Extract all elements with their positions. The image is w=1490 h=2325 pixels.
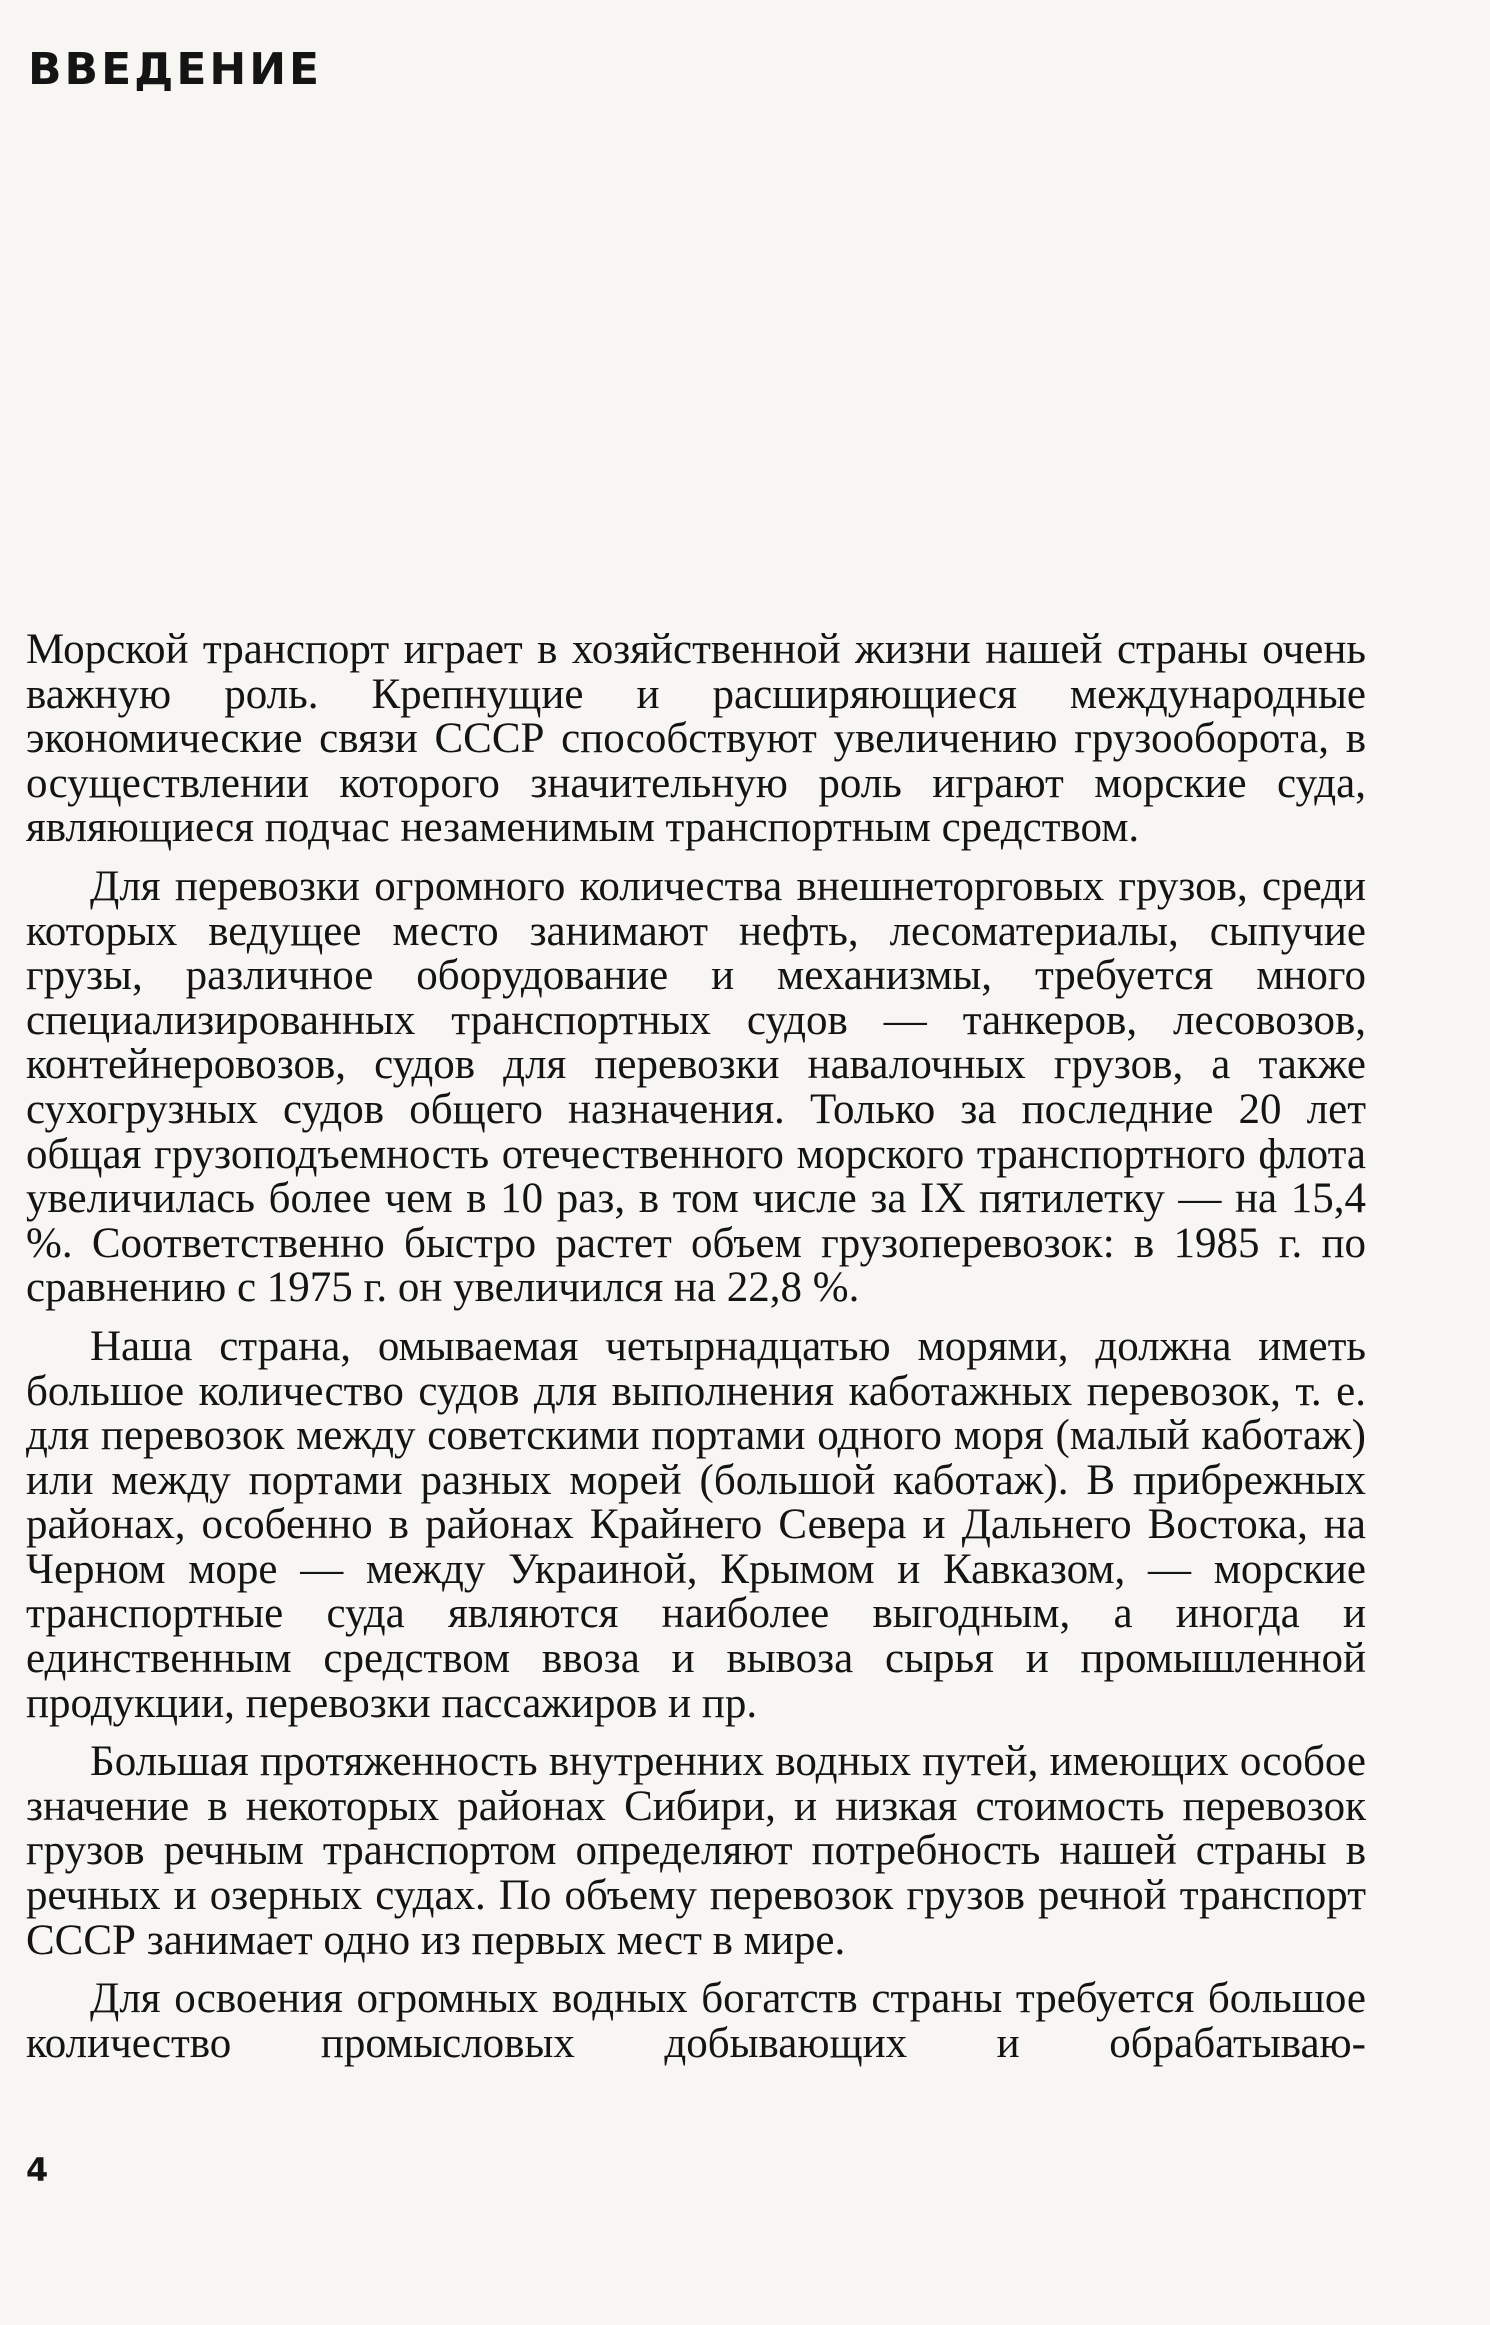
page-number: 4 bbox=[26, 2151, 49, 2189]
paragraph-2: Для перевозки огромного количества внешнеторговых грузов, среди которых ведущее место занимают нефть, лесоматериалы, сыпучие грузы, различное оборудование и механизмы, требуется много специализированных транспортных судов — танкеров, лесовозов, контейнеровозов, судов для перевозки навалочных грузов, а также сухогрузных судов общего назначения. Только за последние 20 лет общая грузоподъемность отечественного морского транспортного флота увеличилась более чем в 10 раз, в том числе за IX пятилетку — на 15,4 %. Соответственно быстро растет объем грузоперевозок: в 1985 г. по сравнению с 1975 г. он увеличился на 22,8 %. bbox=[26, 862, 1366, 1312]
paragraph-1: Морской транспорт играет в хозяйственной жизни нашей страны очень важную роль. Крепнущие и расширяющиеся международные экономические связи СССР способствуют увеличению грузооборота, в осуществлении которого значительную роль играют морские суда, являющиеся подчас незаменимым транспортным средством. bbox=[26, 626, 1366, 852]
paragraph-3: Наша страна, омываемая четырнадцатью морями, должна иметь большое количество судов для выполнения каботажных перевозок, т. е. для перевозок между советскими портами одного моря (малый каботаж) или между портами разных морей (большой каботаж). В прибрежных районах, особенно в районах Крайнего Севера и Дальнего Востока, на Черном море — между Украиной, Крымом и Кавказом, — морские транспортные суда являются наиболее выгодным, а иногда и единственным средством ввоза и вывоза сырья и промышленной продукции, перевозки пассажиров и пр. bbox=[26, 1322, 1366, 1727]
paragraph-5: Для освоения огромных водных богатств страны требуется большое количество промысловых добывающих и обрабатываю- bbox=[26, 1975, 1366, 2067]
body-text bbox=[26, 628, 1366, 2066]
chapter-heading: ВВЕДЕНИЕ bbox=[28, 44, 323, 95]
paragraph-4: Большая протяженность внутренних водных путей, имеющих особое значение в некоторых районах Сибири, и низкая стоимость перевозок грузов речным транспортом определяют потребность нашей страны в речных и озерных судах. По объему перевозок грузов речной транспорт СССР занимает одно из первых мест в мире. bbox=[26, 1738, 1366, 1964]
